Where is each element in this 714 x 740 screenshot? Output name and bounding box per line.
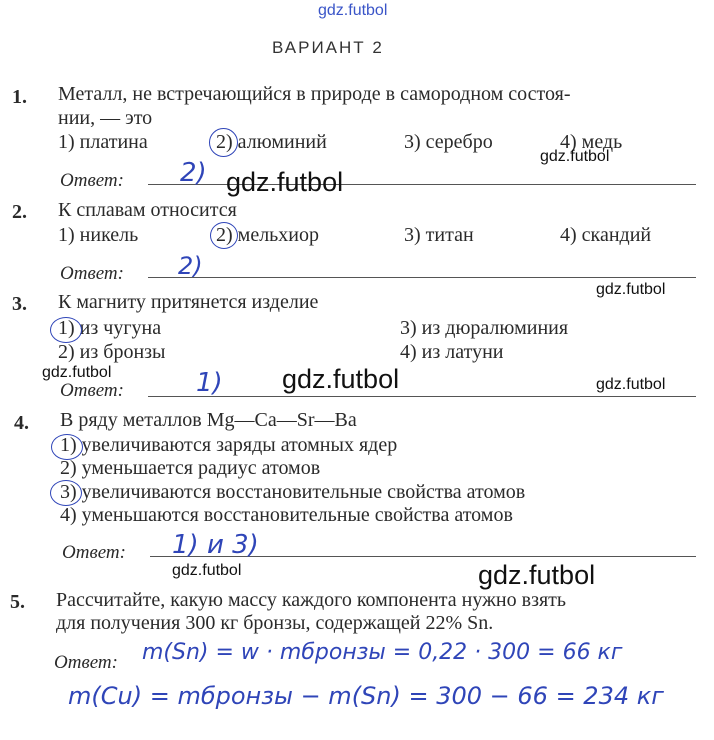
- question-3-option-1: 1) из чугуна: [58, 317, 162, 339]
- question-2-option-1: 1) никель: [58, 224, 139, 246]
- question-1-text-line2: нии, — это: [58, 107, 153, 129]
- handwritten-answer-q3: 1): [196, 368, 223, 398]
- answer-line-q3: [148, 396, 696, 397]
- watermark: gdz.futbol: [226, 167, 344, 197]
- question-3-text: К магниту притянется изделие: [58, 291, 319, 313]
- question-4-option-3: 3) увеличиваются восстановительные свойства атомов: [60, 481, 526, 503]
- answer-label-q4: Ответ:: [62, 542, 126, 563]
- question-5-text-line1: Рассчитайте, какую массу каждого компонента нужно взять: [56, 589, 567, 611]
- question-2-option-4: 4) скандий: [560, 224, 652, 246]
- variant-title: ВАРИАНТ 2: [272, 38, 384, 57]
- question-1-option-2: 2) алюминий: [216, 131, 327, 153]
- watermark: gdz.futbol: [172, 562, 242, 579]
- answer-line-q2: [148, 277, 696, 278]
- question-2-option-2: 2) мельхиор: [216, 224, 319, 246]
- handwritten-answer-q4: 1) и 3): [172, 530, 259, 560]
- answer-circle-q2: [210, 222, 238, 249]
- handwritten-answer-q2: 2): [178, 252, 203, 280]
- watermark: gdz.futbol: [478, 560, 596, 590]
- question-1-number: 1.: [12, 86, 27, 108]
- handwritten-answer-q1: 2): [180, 158, 207, 188]
- question-1-text-line1: Металл, не встречающийся в природе в самородном состоя-: [58, 83, 571, 105]
- watermark-top: gdz.futbol: [318, 2, 388, 19]
- question-1-option-3: 3) серебро: [404, 131, 493, 153]
- question-1-option-4: 4) медь: [560, 131, 623, 153]
- handwritten-solution-line1: m(Sn) = w · mбронзы = 0,22 · 300 = 66 кг: [142, 640, 623, 665]
- question-4-text: В ряду металлов Mg—Ca—Sr—Ba: [60, 409, 357, 431]
- question-5-text-line2: для получения 300 кг бронзы, содержащей 22% Sn.: [56, 612, 494, 634]
- question-2-option-3: 3) титан: [404, 224, 474, 246]
- watermark: gdz.futbol: [282, 364, 400, 394]
- question-3-number: 3.: [12, 293, 27, 315]
- question-4-option-1: 1) увеличиваются заряды атомных ядер: [60, 434, 398, 456]
- question-4-option-2: 2) уменьшается радиус атомов: [60, 457, 321, 479]
- question-3-option-3: 3) из дюралюминия: [400, 317, 569, 339]
- question-4-option-4: 4) уменьшаются восстановительные свойства атомов: [60, 504, 513, 526]
- question-3-option-2: 2) из бронзы: [58, 341, 166, 363]
- answer-label-q2: Ответ:: [60, 263, 124, 284]
- answer-label-q5: Ответ:: [54, 652, 118, 673]
- answer-circle-q1: [209, 128, 238, 157]
- watermark: gdz.futbol: [596, 281, 666, 298]
- answer-label-q3: Ответ:: [60, 380, 124, 401]
- answer-label-q1: Ответ:: [60, 170, 124, 191]
- question-3-option-4: 4) из латуни: [400, 341, 504, 363]
- question-2-text: К сплавам относится: [58, 199, 237, 221]
- question-1-option-1: 1) платина: [58, 131, 148, 153]
- watermark: gdz.futbol: [42, 364, 112, 381]
- question-5-number: 5.: [10, 591, 25, 613]
- watermark: gdz.futbol: [596, 376, 666, 393]
- question-2-number: 2.: [12, 201, 27, 223]
- handwritten-solution-line2: m(Cu) = mбронзы − m(Sn) = 300 − 66 = 234 кг: [68, 682, 664, 710]
- question-4-number: 4.: [14, 412, 29, 434]
- watermark: gdz.futbol: [540, 148, 610, 165]
